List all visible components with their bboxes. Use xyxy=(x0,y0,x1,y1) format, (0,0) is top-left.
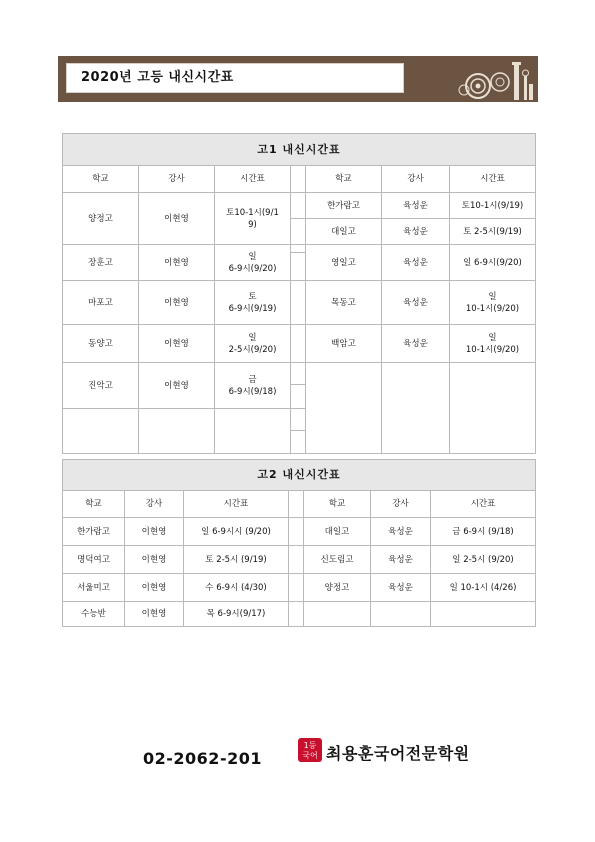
spacer-cell xyxy=(291,166,306,193)
school-cell: 동양고 xyxy=(63,325,139,363)
teacher-cell: 육성운 xyxy=(382,281,450,325)
phone-number: 02-2062-201 xyxy=(143,749,262,768)
teacher-cell: 이현영 xyxy=(139,325,215,363)
column-header-schedule: 시간표 xyxy=(215,166,291,193)
spacer-cell xyxy=(291,363,306,385)
spacer-cell xyxy=(289,491,304,518)
schedule-cell: 목 6-9시(9/17) xyxy=(184,602,289,627)
empty-cell xyxy=(139,409,215,454)
teacher-cell: 이현영 xyxy=(125,574,184,602)
empty-cell xyxy=(63,409,139,454)
teacher-cell: 육성운 xyxy=(382,219,450,245)
spacer-cell xyxy=(291,245,306,253)
grade1-timetable xyxy=(62,133,536,454)
schedule-cell: 금 6-9시(9/18) xyxy=(215,363,291,409)
school-cell: 마포고 xyxy=(63,281,139,325)
schedule-cell: 일 6-9시시 (9/20) xyxy=(184,518,289,546)
teacher-cell: 육성운 xyxy=(371,574,431,602)
teacher-cell: 이현영 xyxy=(139,193,215,245)
school-cell: 서울미고 xyxy=(63,574,125,602)
schedule-cell: 일 6-9시(9/20) xyxy=(450,245,536,281)
header-banner xyxy=(58,56,538,102)
grade1-caption: 고1 내신시간표 xyxy=(63,134,536,166)
teacher-cell: 육성운 xyxy=(382,193,450,219)
teacher-cell: 이현영 xyxy=(125,602,184,627)
schedule-cell: 일 2-5시(9/20) xyxy=(215,325,291,363)
column-header-teacher: 강사 xyxy=(139,166,215,193)
column-header-school: 학교 xyxy=(306,166,382,193)
column-header-school: 학교 xyxy=(63,166,139,193)
spacer-cell xyxy=(289,574,304,602)
school-cell: 한가람고 xyxy=(306,193,382,219)
school-cell: 명덕여고 xyxy=(63,546,125,574)
svg-text:1등: 1등 xyxy=(303,741,317,750)
spacer-cell xyxy=(291,253,306,281)
teacher-cell: 이현영 xyxy=(139,363,215,409)
schedule-cell: 일 10-1시 (4/26) xyxy=(431,574,536,602)
column-header-schedule: 시간표 xyxy=(450,166,536,193)
teacher-cell: 이현영 xyxy=(139,245,215,281)
schedule-cell: 토 2-5시 (9/19) xyxy=(184,546,289,574)
empty-cell xyxy=(215,409,291,454)
school-cell: 목동고 xyxy=(306,281,382,325)
empty-cell xyxy=(382,363,450,454)
schedule-cell: 토 2-5시(9/19) xyxy=(450,219,536,245)
schedule-cell: 일 2-5시 (9/20) xyxy=(431,546,536,574)
empty-cell xyxy=(371,602,431,627)
school-cell: 신도림고 xyxy=(304,546,371,574)
school-cell: 백암고 xyxy=(306,325,382,363)
empty-cell xyxy=(304,602,371,627)
school-cell: 대일고 xyxy=(306,219,382,245)
teacher-cell: 이현영 xyxy=(139,281,215,325)
svg-text:국어: 국어 xyxy=(302,751,318,760)
page-title: 2020년 고등 내신시간표 xyxy=(66,63,404,93)
empty-cell xyxy=(306,363,382,454)
academy-name: 최용훈국어전문학원 xyxy=(326,744,470,763)
teacher-cell: 이현영 xyxy=(125,546,184,574)
teacher-cell: 육성운 xyxy=(371,546,431,574)
school-cell: 양정고 xyxy=(304,574,371,602)
column-header-schedule: 시간표 xyxy=(431,491,536,518)
school-cell: 대일고 xyxy=(304,518,371,546)
spacer-cell xyxy=(289,518,304,546)
column-header-school: 학교 xyxy=(304,491,371,518)
school-cell: 진악고 xyxy=(63,363,139,409)
column-header-school: 학교 xyxy=(63,491,125,518)
schedule-cell: 일 10-1시(9/20) xyxy=(450,281,536,325)
empty-cell xyxy=(431,602,536,627)
teacher-cell: 육성운 xyxy=(382,245,450,281)
teacher-cell: 육성운 xyxy=(371,518,431,546)
school-cell: 영일고 xyxy=(306,245,382,281)
column-header-teacher: 강사 xyxy=(382,166,450,193)
school-cell: 수능반 xyxy=(63,602,125,627)
school-cell: 장훈고 xyxy=(63,245,139,281)
spacer-cell xyxy=(289,602,304,627)
column-header-schedule: 시간표 xyxy=(184,491,289,518)
spacer-cell xyxy=(291,325,306,363)
schedule-cell: 토 6-9시(9/19) xyxy=(215,281,291,325)
spacer-cell xyxy=(289,546,304,574)
schedule-cell: 수 6-9시 (4/30) xyxy=(184,574,289,602)
schedule-cell: 토10-1시(9/1 9) xyxy=(215,193,291,245)
column-header-teacher: 강사 xyxy=(371,491,431,518)
spacer-cell xyxy=(291,409,306,431)
schedule-cell: 토10-1시(9/19) xyxy=(450,193,536,219)
spacer-cell xyxy=(291,281,306,325)
decorative-art-icon xyxy=(458,56,538,102)
grade2-caption: 고2 내신시간표 xyxy=(63,460,536,491)
schedule-cell: 일 10-1시(9/20) xyxy=(450,325,536,363)
academy-seal-icon xyxy=(297,737,323,763)
school-cell: 한가람고 xyxy=(63,518,125,546)
school-cell: 양정고 xyxy=(63,193,139,245)
spacer-cell xyxy=(291,193,306,219)
spacer-cell xyxy=(291,385,306,409)
schedule-cell: 금 6-9시 (9/18) xyxy=(431,518,536,546)
grade2-timetable xyxy=(62,459,536,627)
empty-cell xyxy=(450,363,536,454)
schedule-cell: 일 6-9시(9/20) xyxy=(215,245,291,281)
column-header-teacher: 강사 xyxy=(125,491,184,518)
spacer-cell xyxy=(291,219,306,245)
spacer-cell xyxy=(291,431,306,454)
teacher-cell: 육성운 xyxy=(382,325,450,363)
teacher-cell: 이현영 xyxy=(125,518,184,546)
